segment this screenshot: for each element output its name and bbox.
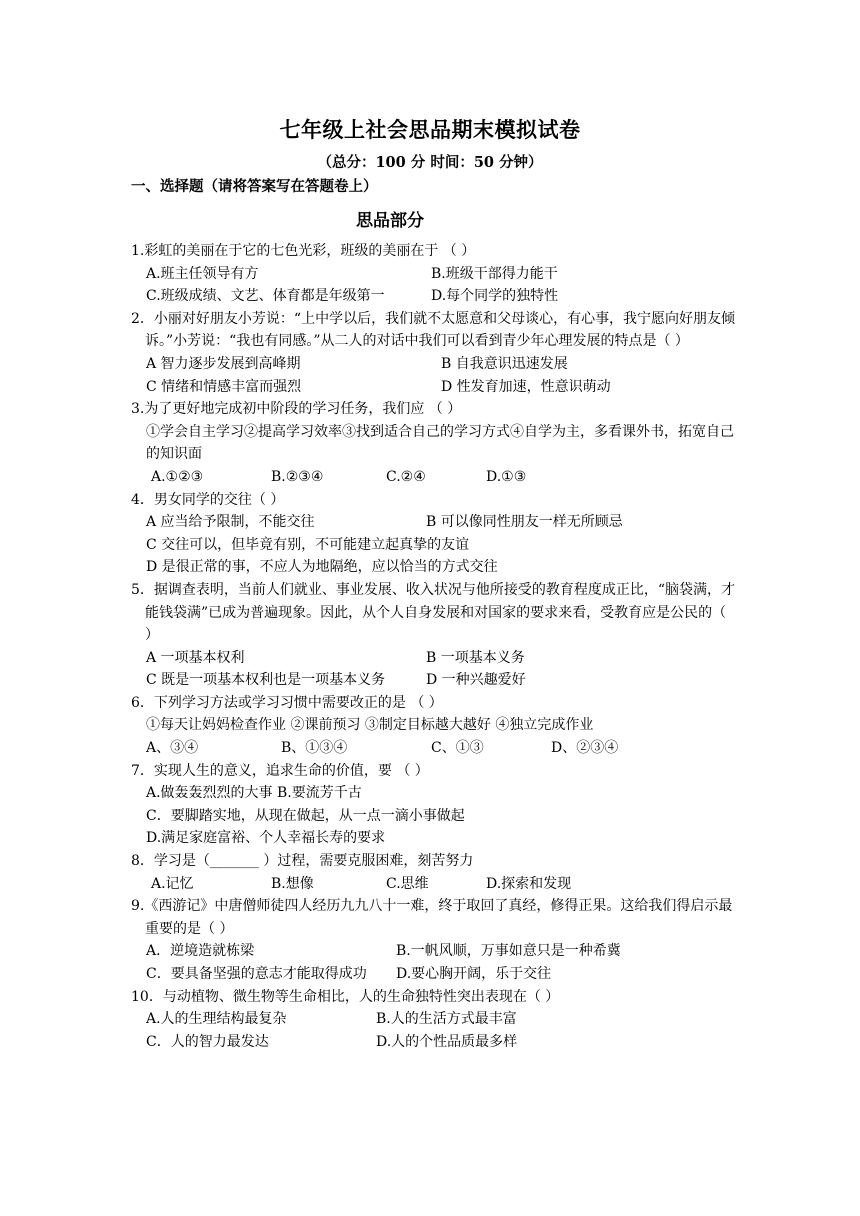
answer-option[interactable]: A 一项基本权利 [146,649,245,666]
option-row [131,647,736,670]
option-row [131,1031,736,1054]
question-2 [131,308,736,398]
answer-line[interactable]: ①每天让妈妈检查作业 ②课前预习 ③制定目标越大越好 ④独立完成作业 [146,717,594,734]
question-stem: 8．学习是（_______ ）过程，需要克服困难，刻苦努力 [131,853,474,870]
answer-line[interactable]: D 是很正常的事，不应人为地隔绝，应以恰当的方式交往 [146,559,498,576]
answer-option[interactable]: C.班级成绩、文艺、体育都是年级第一 [146,288,385,305]
part-heading: 思品部分 [356,211,424,231]
answer-option[interactable]: A.记忆 [151,875,194,892]
answer-option[interactable]: D.①③ [486,468,527,485]
answer-line[interactable]: C 交往可以，但毕竟有别，不可能建立起真挚的友谊 [146,536,470,553]
answer-option[interactable]: D.要心胸开阔，乐于交往 [396,966,552,982]
answer-line[interactable]: C．要脚踏实地，从现在做起，从一点一滴小事做起 [146,807,465,824]
question-stem: 10．与动植物、微生物等生命相比，人的生命独特性突出表现在（ ） [131,988,560,1005]
option-row [131,353,736,376]
question-3 [131,398,736,488]
answer-option[interactable]: B.班级干部得力能干 [431,265,558,282]
answer-option[interactable]: A.人的生理结构最复杂 [146,1011,287,1028]
answer-option[interactable]: A 智力逐步发展到高峰期 [146,355,301,372]
answer-option[interactable]: C.②④ [386,468,426,485]
question-7 [131,760,736,850]
option-row [131,669,736,692]
option-row [131,263,736,286]
question-4 [131,489,736,579]
option-row [131,737,736,760]
question-10 [131,986,736,1054]
answer-option[interactable]: B.②③④ [271,468,324,485]
answer-option[interactable]: B 自我意识迅速发展 [441,355,568,372]
question-stem: 2．小丽对好朋友小芳说：“上中学以后，我们就不太愿意和父母谈心，有心事，我宁愿向好朋友倾诉。”小芳说：“我也有同感。”从二人的对话中我们可以看到青少年心理发展的特点是（ ） [131,310,736,350]
answer-option[interactable]: C．人的智力最发达 [146,1033,269,1050]
exam-title: 七年级上社会思品期末模拟试卷 [279,117,581,142]
answer-option[interactable]: C．要具备坚强的意志才能取得成功 [146,966,367,982]
answer-option[interactable]: B、①③④ [281,740,348,757]
answer-option[interactable]: A.①②③ [151,468,204,485]
answer-option[interactable]: D、②③④ [551,740,619,757]
answer-option[interactable]: A.班主任领导有方 [146,265,259,282]
option-row [131,511,736,534]
question-stem: 4．男女同学的交往（ ） [131,491,285,508]
question-stem: 3.为了更好地完成初中阶段的学习任务，我们应 （ ） [131,401,462,418]
answer-option[interactable]: D.每个同学的独特性 [431,288,559,305]
question-stem: 6．下列学习方法或学习习惯中需要改正的是 （ ） [131,694,443,711]
answer-option[interactable]: D.探索和发现 [486,875,572,892]
answer-option[interactable]: B.人的生活方式最丰富 [376,1011,517,1028]
answer-line[interactable]: D.满足家庭富裕、个人幸福长寿的要求 [146,830,386,847]
exam-subtitle: （总分：100 分 时间：50 分钟） [317,154,543,171]
question-stem: 9.《西游记》中唐僧师徒四人经历九九八十一难，终于取回了真经，修得正果。这给我们得启示最重要的是（ ） [131,898,733,937]
answer-option[interactable]: B.想像 [271,875,314,892]
question-1 [131,240,736,308]
question-5 [131,579,736,692]
option-row [131,1008,736,1031]
answer-option[interactable]: C 既是一项基本权利也是一项基本义务 [146,672,386,689]
answer-option[interactable]: C.思维 [386,875,429,892]
answer-option[interactable]: D 一种兴趣爱好 [426,672,526,689]
answer-line[interactable]: A.做轰轰烈烈的大事 B.要流芳千古 [146,785,362,802]
question-statements: ①学会自主学习②提高学习效率③找到适合自己的学习方式④自学为主，多看课外书，拓宽自己的知识面 [146,423,734,463]
option-row [131,873,736,896]
option-row [131,963,736,986]
answer-option[interactable]: B 可以像同性朋友一样无所顾忌 [426,514,623,531]
option-row [131,466,736,489]
answer-option[interactable]: B 一项基本义务 [426,649,525,666]
answer-option[interactable]: A 应当给予限制，不能交往 [146,514,315,531]
question-stem: 5．据调查表明，当前人们就业、事业发展、收入状况与他所接受的教育程度成正比，“脑袋满，才能钱袋满”已成为普遍现象。因此，从个人自身发展和对国家的要求来看，受教育应是公民的（ ） [131,581,736,644]
question-8 [131,850,736,895]
answer-option[interactable]: A．逆境造就栋梁 [146,943,255,960]
question-stem: 1.彩虹的美丽在于它的七色光彩，班级的美丽在于 （ ） [131,243,476,259]
option-row [131,376,736,399]
question-6 [131,692,736,760]
question-list [131,240,736,1053]
option-row [131,285,736,308]
answer-option[interactable]: C 情绪和情感丰富而强烈 [146,378,302,395]
answer-option[interactable]: A、③④ [146,740,199,757]
answer-option[interactable]: C、①③ [431,740,484,757]
answer-option[interactable]: D.人的个性品质最多样 [376,1033,518,1050]
section-heading: 一、选择题（请将答案写在答题卷上） [131,178,378,195]
answer-option[interactable]: B.一帆风顺，万事如意只是一种希冀 [396,943,621,960]
question-9 [131,895,736,985]
option-row [131,940,736,963]
answer-option[interactable]: D 性发育加速，性意识萌动 [441,378,611,395]
question-stem: 7．实现人生的意义，追求生命的价值，要 （ ） [131,762,429,779]
